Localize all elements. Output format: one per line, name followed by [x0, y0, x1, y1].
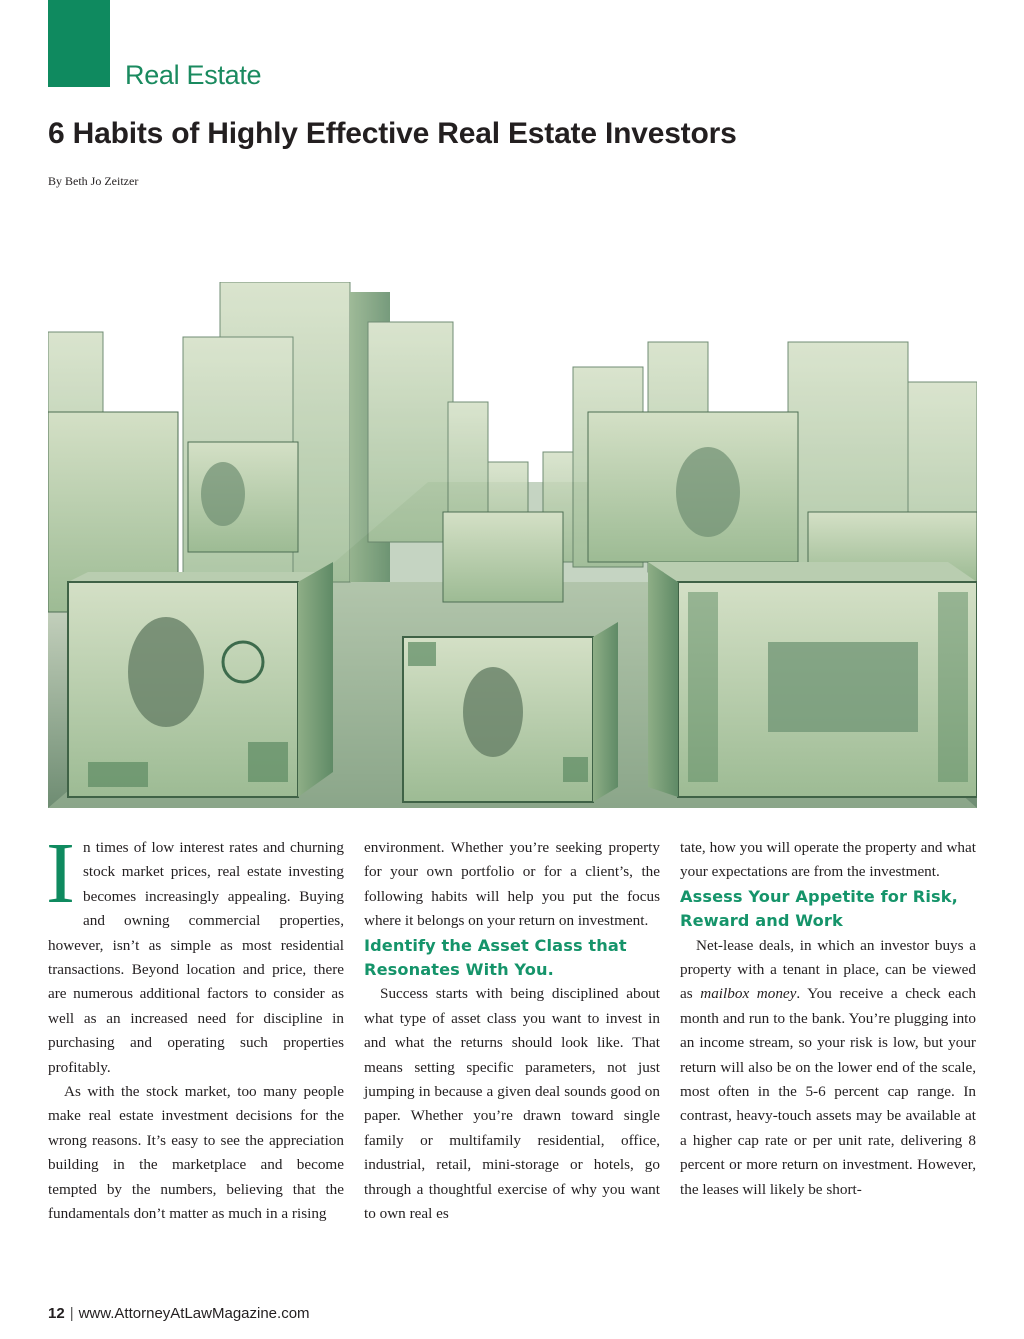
section-color-tab [48, 0, 110, 87]
footer-separator: | [69, 1305, 74, 1322]
byline: By Beth Jo Zeitzer [48, 174, 139, 188]
website-url: www.AttorneyAtLawMagazine.com [78, 1305, 310, 1322]
emphasis-text: mailbox money [700, 985, 797, 1003]
body-paragraph: Success starts with being disciplined about what type of asset class you want to invest in and what the returns should look like. That means setting specific parameters, not just jumping in because a given deal sounds good on paper. Whether you’re drawn toward single family or multifamily residential, office, industrial, retail, mini-storage or hotels, go through a thoughtful exercise of why you want to own real es [364, 985, 660, 1223]
article-column-3 [680, 836, 976, 1202]
section-label: Real Estate [125, 60, 262, 90]
page-number: 12 [48, 1305, 65, 1322]
money-buildings-image [48, 282, 977, 808]
article-column-1 [46, 824, 344, 1227]
body-paragraph: As with the stock market, too many people make real estate investment decisions for the wrong reasons. It’s easy to see the appreciation building in the marketplace and become tempted by the numbers, believing that the fundamentals don’t matter as much in a rising [48, 1083, 344, 1223]
intro-paragraph: In times of low interest rates and churning stock market prices, real estate investing becomes increasingly appealing. Buying and owning commercial properties, however, isn’t as simple as most residential transactions. Beyond location and price, there are numerous additional factors to consider as well as an increased need for discipline in purchasing and operating such properties profitably. [46, 824, 344, 1076]
subheading: Identify the Asset Class that Resonates With You. [364, 935, 627, 980]
page-footer [48, 1305, 310, 1322]
article-column-2 [364, 836, 660, 1227]
article-title: 6 Habits of Highly Effective Real Estate Investors [48, 117, 737, 150]
drop-cap: I [46, 824, 75, 921]
body-paragraph: environment. Whether you’re seeking property for your own portfolio or for a client’s, the following habits will help you put the focus where it belongs on your return on investment. [364, 839, 660, 930]
body-paragraph: Net-lease deals, in which an investor buys a property with a tenant in place, can be viewed as mailbox money. You receive a check each month and run to the bank. You’re plugging into an income stream, so your risk is low, but your return will also be on the lower end of the scale, most often in the 5-6 percent cap range. In contrast, heavy-touch assets may be available at a higher cap rate or per unit rate, delivering 8 percent or more return on investment. However, the leases will likely be short- [680, 936, 976, 1198]
body-paragraph: tate, how you will operate the property and what your expectations are from the investment. [680, 839, 976, 881]
subheading: Assess Your Appetite for Risk, Reward and Work [680, 886, 958, 931]
